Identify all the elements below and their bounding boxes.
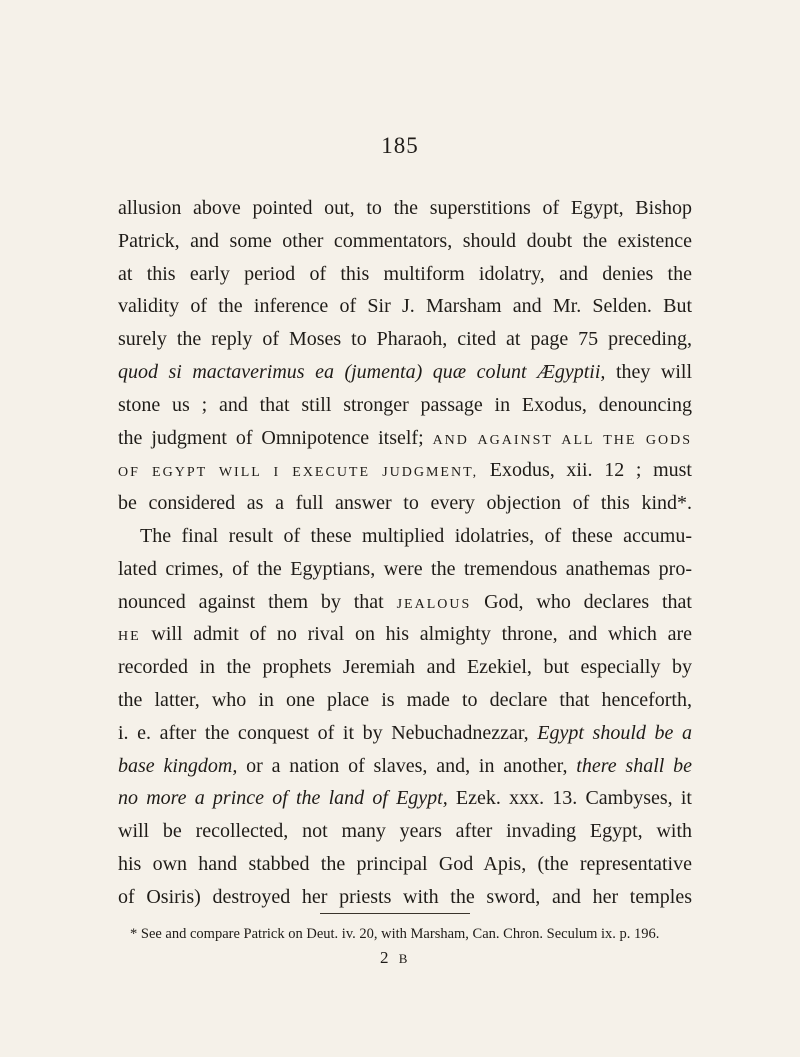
signature-letter: B	[398, 951, 411, 966]
italic-quotation: there shall be	[576, 754, 692, 777]
signature-numeral: 2	[380, 948, 392, 967]
text-line: the latter, who in one place is made to declare that henceforth,	[118, 688, 692, 711]
scripture-quotation: AND AGAINST ALL THE GODS	[432, 432, 693, 448]
text-line: nounced against them by that JEALOUS God, who declares that	[118, 590, 692, 613]
footnote-divider	[320, 913, 470, 914]
text-line: validity of the inference of Sir J. Marsham and Mr. Selden. But	[118, 295, 692, 318]
text-line: base kingdom, or a nation of slaves, and, in another, there shall be	[118, 754, 692, 777]
signature-mark	[380, 948, 410, 968]
text-line: OF EGYPT WILL I EXECUTE JUDGMENT, Exodus, xii. 12 ; must	[118, 459, 692, 482]
text-line: recorded in the prophets Jeremiah and Ezekiel, but especially by	[118, 656, 692, 679]
small-caps-word: HE	[118, 629, 141, 645]
text-line: Patrick, and some other commentators, should doubt the existence	[118, 229, 692, 252]
text-line: at this early period of this multiform idolatry, and denies the	[118, 262, 692, 285]
text-line: allusion above pointed out, to the superstitions of Egypt, Bishop	[118, 197, 692, 219]
text-line: surely the reply of Moses to Pharaoh, cited at page 75 preceding,	[118, 328, 692, 351]
paragraph-start-line: The final result of these multiplied idolatries, of these accumu-	[140, 524, 692, 547]
text-line: of Osiris) destroyed her priests with the sword, and her temples	[118, 885, 692, 908]
italic-quotation: base kingdom,	[118, 754, 238, 777]
text-line: will be recollected, not many years after invading Egypt, with	[118, 820, 692, 843]
italic-quotation: no more a prince of the land of Egypt,	[118, 787, 448, 810]
text-line: HE will admit of no rival on his almighty throne, and which are	[118, 623, 692, 646]
text-line: be considered as a full answer to every objection of this kind*.	[118, 492, 692, 515]
text-line: i. e. after the conquest of it by Nebuchadnezzar, Egypt should be a	[118, 721, 692, 744]
text-line: his own hand stabbed the principal God Apis, (the representative	[118, 852, 692, 875]
latin-quotation: quod si mactaverimus ea (jumenta) quæ colunt Ægyptii,	[118, 360, 606, 383]
body-text	[118, 192, 692, 914]
small-caps-word: JEALOUS	[396, 596, 472, 612]
page-number: 185	[381, 133, 419, 158]
text-line: the judgment of Omnipotence itself; AND AGAINST ALL THE GODS	[118, 426, 693, 449]
footnote: * See and compare Patrick on Deut. iv. 20, with Marsham, Can. Chron. Seculum ix. p. 196.	[130, 926, 660, 942]
italic-quotation: Egypt should be a	[537, 721, 692, 744]
text-line: no more a prince of the land of Egypt, Ezek. xxx. 13. Cambyses, it	[118, 787, 692, 810]
text-line: lated crimes, of the Egyptians, were the tremendous anathemas pro-	[118, 557, 692, 580]
text-line: stone us ; and that still stronger passage in Exodus, denouncing	[118, 393, 692, 416]
text-line: quod si mactaverimus ea (jumenta) quæ colunt Ægyptii, they will	[118, 360, 693, 383]
scripture-quotation: OF EGYPT WILL I EXECUTE JUDGMENT,	[118, 465, 479, 481]
